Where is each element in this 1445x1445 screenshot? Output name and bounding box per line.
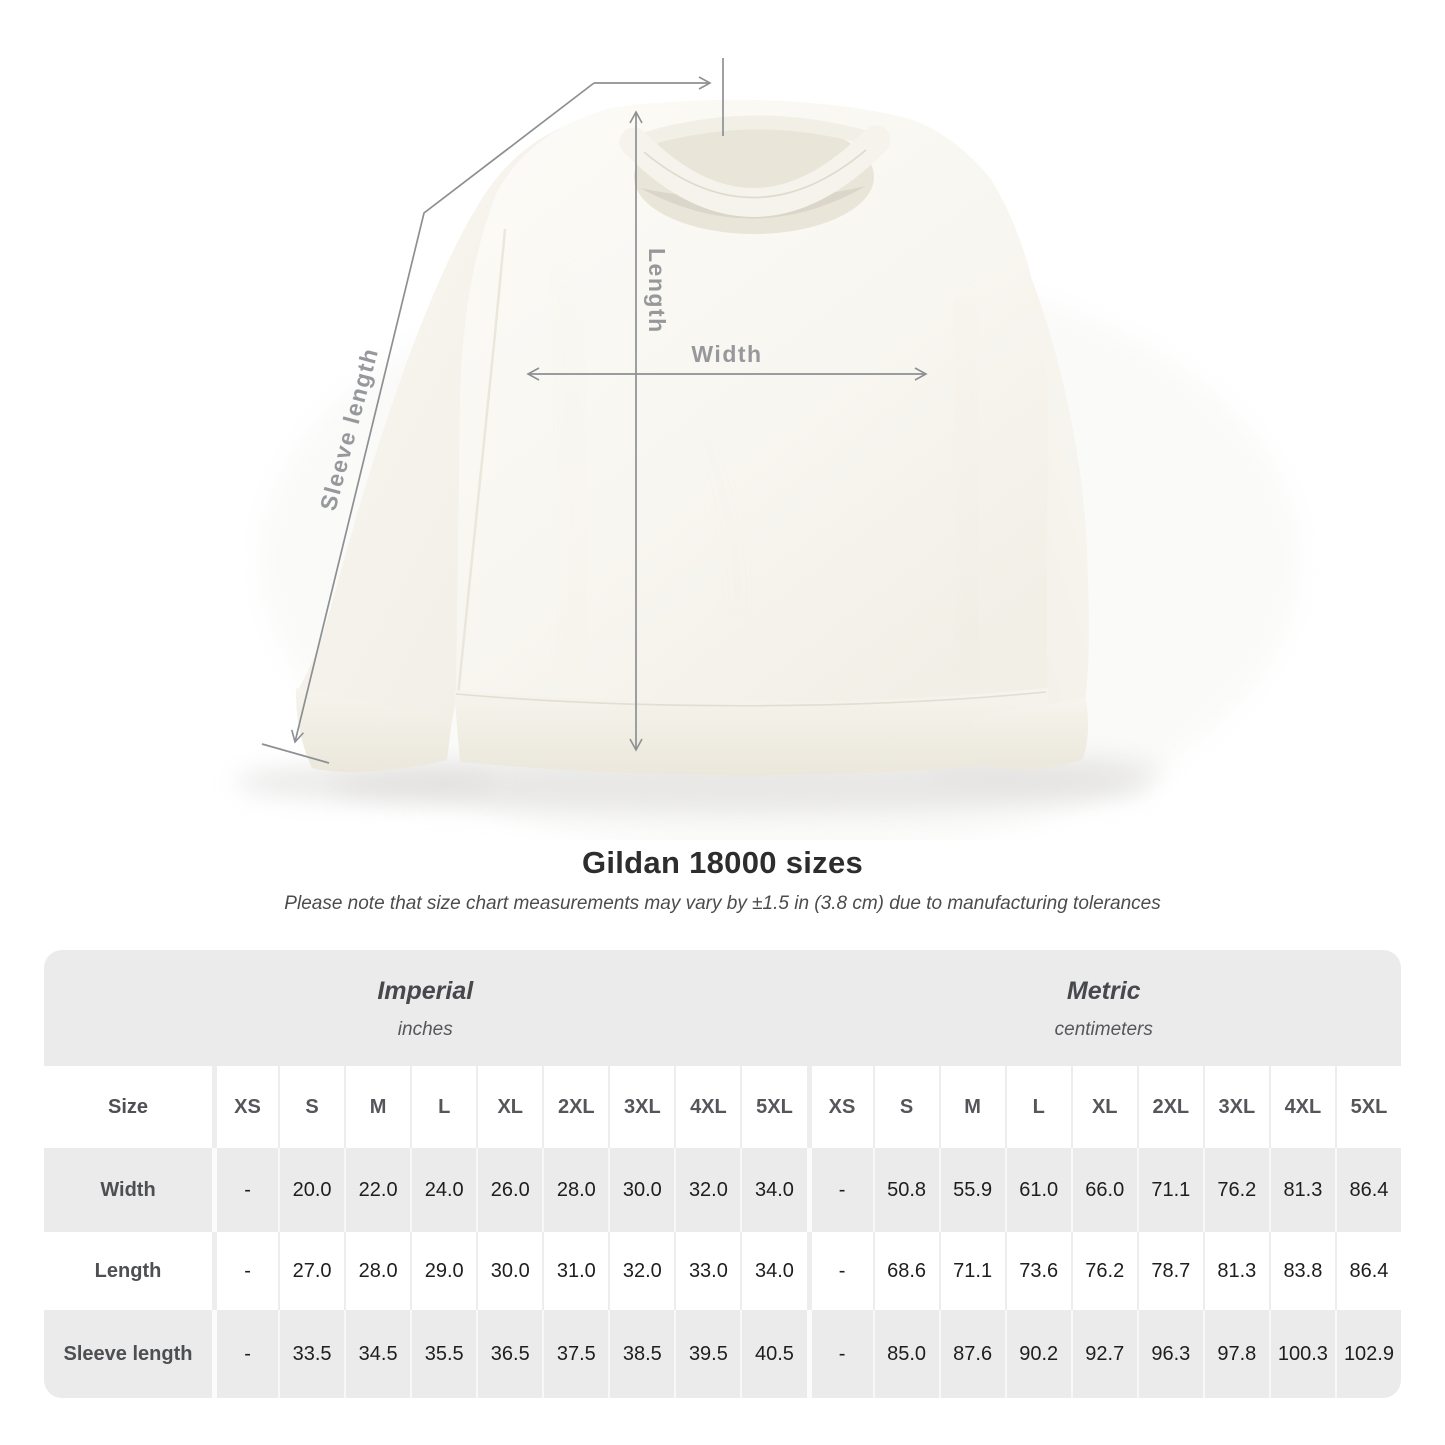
metric-band-unit: centimeters — [1054, 1019, 1153, 1040]
value-width-metric-4xl: 81.3 — [1269, 1148, 1335, 1232]
value-sleeve-length-metric-3xl: 97.8 — [1203, 1310, 1269, 1398]
value-length-imperial-m: 28.0 — [344, 1232, 410, 1310]
size-chart-table — [44, 950, 1401, 1398]
value-width-imperial-s: 20.0 — [278, 1148, 344, 1232]
size-column-header: Size — [44, 1066, 212, 1148]
value-width-imperial-4xl: 32.0 — [674, 1148, 740, 1232]
value-sleeve-length-metric-xl: 92.7 — [1071, 1310, 1137, 1398]
value-width-imperial-xl: 26.0 — [476, 1148, 542, 1232]
value-length-imperial-3xl: 32.0 — [608, 1232, 674, 1310]
tolerance-note: Please note that size chart measurements may vary by ±1.5 in (3.8 cm) due to manufacturing tolerances — [284, 893, 1161, 914]
value-length-imperial-4xl: 33.0 — [674, 1232, 740, 1310]
size-header-imperial-5xl: 5XL — [740, 1066, 806, 1148]
size-header-metric-l: L — [1005, 1066, 1071, 1148]
value-sleeve-length-imperial-4xl: 39.5 — [674, 1310, 740, 1398]
value-width-imperial-3xl: 30.0 — [608, 1148, 674, 1232]
value-width-metric-xl: 66.0 — [1071, 1148, 1137, 1232]
size-header-metric-5xl: 5XL — [1335, 1066, 1401, 1148]
value-width-metric-2xl: 71.1 — [1137, 1148, 1203, 1232]
value-width-metric-xs: - — [807, 1148, 873, 1232]
value-sleeve-length-metric-s: 85.0 — [873, 1310, 939, 1398]
value-length-imperial-xs: - — [212, 1232, 278, 1310]
value-length-metric-4xl: 83.8 — [1269, 1232, 1335, 1310]
value-length-metric-5xl: 86.4 — [1335, 1232, 1401, 1310]
page-title: Gildan 18000 sizes — [581, 845, 864, 880]
value-width-imperial-2xl: 28.0 — [542, 1148, 608, 1232]
size-header-imperial-s: S — [278, 1066, 344, 1148]
value-length-metric-s: 68.6 — [873, 1232, 939, 1310]
value-sleeve-length-imperial-l: 35.5 — [410, 1310, 476, 1398]
value-sleeve-length-imperial-3xl: 38.5 — [608, 1310, 674, 1398]
metric-band — [807, 950, 1402, 1066]
value-length-metric-l: 73.6 — [1005, 1232, 1071, 1310]
value-width-metric-3xl: 76.2 — [1203, 1148, 1269, 1232]
value-sleeve-length-imperial-s: 33.5 — [278, 1310, 344, 1398]
imperial-band — [44, 950, 807, 1066]
value-sleeve-length-imperial-5xl: 40.5 — [740, 1310, 806, 1398]
value-sleeve-length-imperial-2xl: 37.5 — [542, 1310, 608, 1398]
value-width-metric-m: 55.9 — [939, 1148, 1005, 1232]
size-header-imperial-xl: XL — [476, 1066, 542, 1148]
value-length-imperial-l: 29.0 — [410, 1232, 476, 1310]
value-width-imperial-xs: - — [212, 1148, 278, 1232]
value-length-metric-xs: - — [807, 1232, 873, 1310]
value-length-imperial-5xl: 34.0 — [740, 1232, 806, 1310]
value-length-imperial-s: 27.0 — [278, 1232, 344, 1310]
size-header-metric-2xl: 2XL — [1137, 1066, 1203, 1148]
size-header-metric-4xl: 4XL — [1269, 1066, 1335, 1148]
size-header-metric-s: S — [873, 1066, 939, 1148]
size-header-imperial-m: M — [344, 1066, 410, 1148]
value-sleeve-length-metric-5xl: 102.9 — [1335, 1310, 1401, 1398]
metric-band-title: Metric — [1066, 977, 1141, 1005]
value-sleeve-length-metric-2xl: 96.3 — [1137, 1310, 1203, 1398]
value-width-metric-5xl: 86.4 — [1335, 1148, 1401, 1232]
size-header-imperial-l: L — [410, 1066, 476, 1148]
value-sleeve-length-metric-l: 90.2 — [1005, 1310, 1071, 1398]
value-sleeve-length-imperial-xs: - — [212, 1310, 278, 1398]
sleeve-length-arrow-label: Sleeve length — [314, 344, 384, 514]
size-header-metric-3xl: 3XL — [1203, 1066, 1269, 1148]
size-header-metric-xl: XL — [1071, 1066, 1137, 1148]
value-sleeve-length-metric-xs: - — [807, 1310, 873, 1398]
size-header-imperial-3xl: 3XL — [608, 1066, 674, 1148]
value-width-metric-l: 61.0 — [1005, 1148, 1071, 1232]
value-length-imperial-xl: 30.0 — [476, 1232, 542, 1310]
value-width-imperial-m: 22.0 — [344, 1148, 410, 1232]
size-header-imperial-4xl: 4XL — [674, 1066, 740, 1148]
value-length-metric-2xl: 78.7 — [1137, 1232, 1203, 1310]
row-label-sleeve-length: Sleeve length — [44, 1310, 212, 1398]
value-width-imperial-l: 24.0 — [410, 1148, 476, 1232]
value-sleeve-length-imperial-xl: 36.5 — [476, 1310, 542, 1398]
value-width-metric-s: 50.8 — [873, 1148, 939, 1232]
row-label-length: Length — [44, 1232, 212, 1310]
imperial-band-unit: inches — [397, 1019, 453, 1040]
size-header-imperial-xs: XS — [212, 1066, 278, 1148]
size-header-imperial-2xl: 2XL — [542, 1066, 608, 1148]
value-length-imperial-2xl: 31.0 — [542, 1232, 608, 1310]
imperial-band-title: Imperial — [377, 977, 474, 1005]
value-sleeve-length-imperial-m: 34.5 — [344, 1310, 410, 1398]
size-header-metric-m: M — [939, 1066, 1005, 1148]
sweatshirt-graphic — [296, 100, 1089, 775]
value-sleeve-length-metric-4xl: 100.3 — [1269, 1310, 1335, 1398]
value-length-metric-3xl: 81.3 — [1203, 1232, 1269, 1310]
width-arrow-label: Width — [691, 341, 763, 367]
length-arrow-label: Length — [644, 248, 670, 334]
value-width-imperial-5xl: 34.0 — [740, 1148, 806, 1232]
value-length-metric-m: 71.1 — [939, 1232, 1005, 1310]
value-length-metric-xl: 76.2 — [1071, 1232, 1137, 1310]
row-label-width: Width — [44, 1148, 212, 1232]
value-sleeve-length-metric-m: 87.6 — [939, 1310, 1005, 1398]
size-header-metric-xs: XS — [807, 1066, 873, 1148]
